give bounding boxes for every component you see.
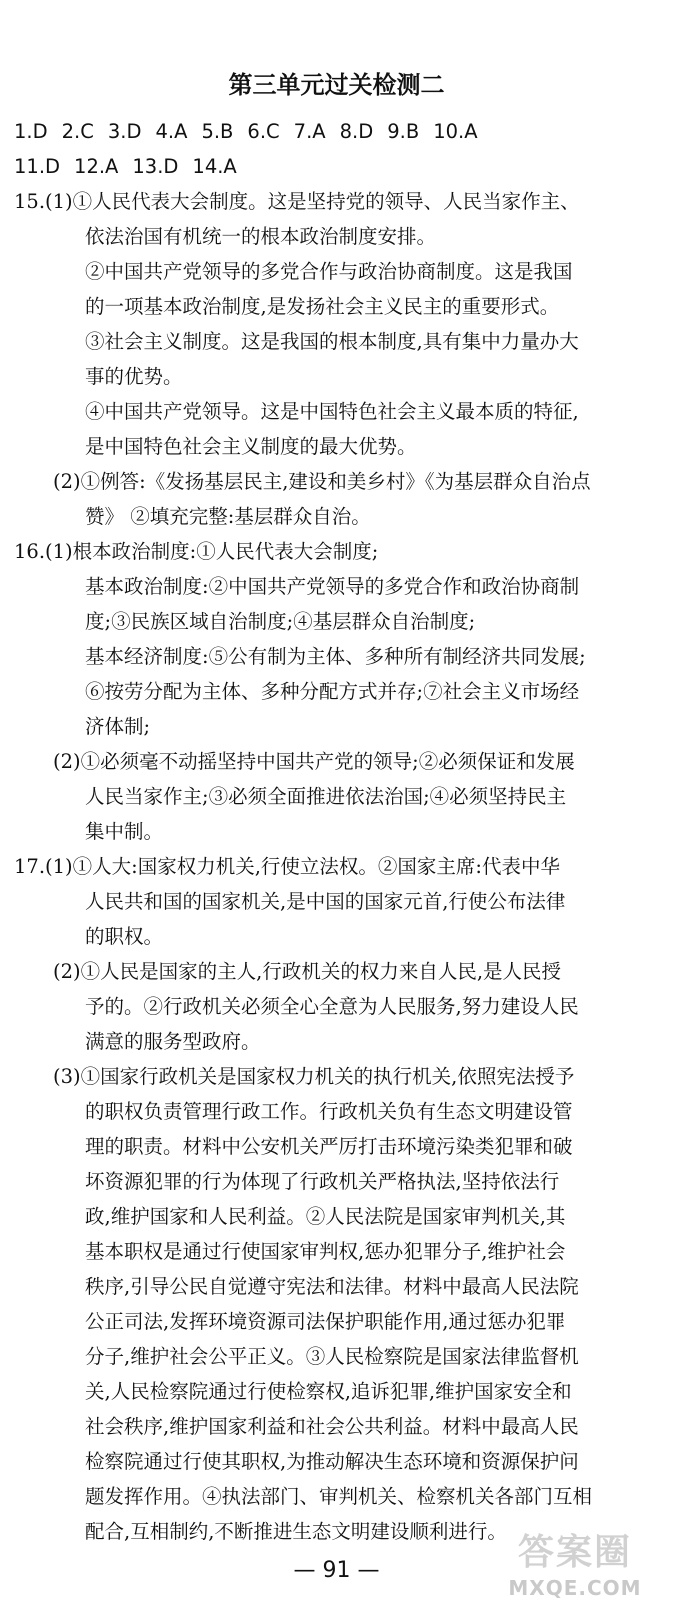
q15-line: 15.(1)①人民代表大会制度。这是坚持党的领导、人民当家作主、	[14, 190, 580, 213]
answer-item: 11.D	[14, 155, 61, 178]
answer-item: 9.B	[387, 120, 420, 143]
q16-line: 集中制。	[85, 820, 164, 843]
answers-row-2	[14, 153, 251, 181]
q17-line: (2)①人民是国家的主人,行政机关的权力来自人民,是人民授	[53, 960, 562, 983]
q17-line: 人民共和国的国家机关,是中国的国家元首,行使公布法律	[85, 890, 566, 913]
page-number: — 91 —	[293, 1558, 380, 1583]
q17-line: 坏资源犯罪的行为体现了行政机关严格执法,坚持依法行	[85, 1170, 560, 1193]
q17-line: 基本职权是通过行使国家审判权,惩办犯罪分子,维护社会	[85, 1240, 566, 1263]
watermark-logo: 答案圈	[517, 1532, 632, 1573]
page-title: 第三单元过关检测二	[228, 71, 445, 99]
q16-line: 济体制;	[85, 715, 151, 738]
q16-line: 人民当家作主;③必须全面推进依法治国;④必须坚持民主	[85, 785, 567, 808]
q17-line: 予的。②行政机关必须全心全意为人民服务,努力建设人民	[85, 995, 579, 1018]
q17-line: 分子,维护社会公平正义。③人民检察院是国家法律监督机	[85, 1345, 579, 1368]
answer-item: 5.B	[201, 120, 234, 143]
q17-line: 理的职责。材料中公安机关严厉打击环境污染类犯罪和破	[85, 1135, 573, 1158]
q17-line: 社会秩序,维护国家利益和社会公共利益。材料中最高人民	[85, 1415, 579, 1438]
q16-line: 16.(1)根本政治制度:①人民代表大会制度;	[14, 540, 379, 563]
q16-line: ⑥按劳分配为主体、多种分配方式并存;⑦社会主义市场经	[85, 680, 580, 703]
q15-line: 赞》 ②填充完整:基层群众自治。	[85, 505, 371, 528]
q15-line: 是中国特色社会主义制度的最大优势。	[85, 435, 417, 458]
answers-row-1	[14, 118, 492, 146]
q17-line: 配合,互相制约,不断推进生态文明建设顺利进行。	[85, 1520, 507, 1543]
q15-line: ③社会主义制度。这是我国的根本制度,具有集中力量办大	[85, 330, 579, 353]
q17-line: 公正司法,发挥环境资源司法保护职能作用,通过惩办犯罪	[85, 1310, 566, 1333]
q17-line: 关,人民检察院通过行使检察权,追诉犯罪,维护国家安全和	[85, 1380, 572, 1403]
q15-line: 的一项基本政治制度,是发扬社会主义民主的重要形式。	[85, 295, 560, 318]
answer-item: 13.D	[132, 155, 179, 178]
answer-item: 6.C	[247, 120, 280, 143]
q15-line: (2)①例答:《发扬基层民主,建设和美乡村》《为基层群众自治点	[53, 470, 591, 493]
q16-line: 基本经济制度:⑤公有制为主体、多种所有制经济共同发展;	[85, 645, 586, 668]
q16-line: 基本政治制度:②中国共产党领导的多党合作和政治协商制	[85, 575, 580, 598]
q17-line: 17.(1)①人大:国家权力机关,行使立法权。②国家主席:代表中华	[14, 855, 560, 878]
q17-line: 题发挥作用。④执法部门、审判机关、检察机关各部门互相	[85, 1485, 593, 1508]
q15-line: ④中国共产党领导。这是中国特色社会主义最本质的特征,	[85, 400, 579, 423]
answer-item: 14.A	[192, 155, 237, 178]
q17-line: 的职权。	[85, 925, 164, 948]
answer-item: 7.A	[293, 120, 326, 143]
answer-item: 1.D	[14, 120, 48, 143]
q15-line: 事的优势。	[85, 365, 183, 388]
watermark	[485, 1530, 665, 1610]
q17-line: 政,维护国家和人民利益。②人民法院是国家审判机关,其	[85, 1205, 566, 1228]
q16-line: (2)①必须毫不动摇坚持中国共产党的领导;②必须保证和发展	[53, 750, 575, 773]
answer-item: 3.D	[107, 120, 142, 143]
answer-item: 12.A	[74, 155, 119, 178]
q17-line: 秩序,引导公民自觉遵守宪法和法律。材料中最高人民法院	[85, 1275, 579, 1298]
answer-item: 8.D	[339, 120, 374, 143]
answer-item: 10.A	[433, 120, 478, 143]
q17-line: 的职权负责管理行政工作。行政机关负有生态文明建设管	[85, 1100, 573, 1123]
q17-line: 检察院通过行使其职权,为推动解决生态环境和资源保护问	[85, 1450, 579, 1473]
answer-item: 4.A	[155, 120, 188, 143]
q15-line: 依法治国有机统一的根本政治制度安排。	[85, 225, 437, 248]
q15-line: ②中国共产党领导的多党合作与政治协商制度。这是我国	[85, 260, 573, 283]
watermark-url: MXQE.COM	[508, 1576, 642, 1600]
answer-item: 2.C	[61, 120, 94, 143]
q17-line: 满意的服务型政府。	[85, 1030, 261, 1053]
q17-line: (3)①国家行政机关是国家权力机关的执行机关,依照宪法授予	[53, 1065, 575, 1088]
q16-line: 度;③民族区域自治制度;④基层群众自治制度;	[85, 610, 476, 633]
